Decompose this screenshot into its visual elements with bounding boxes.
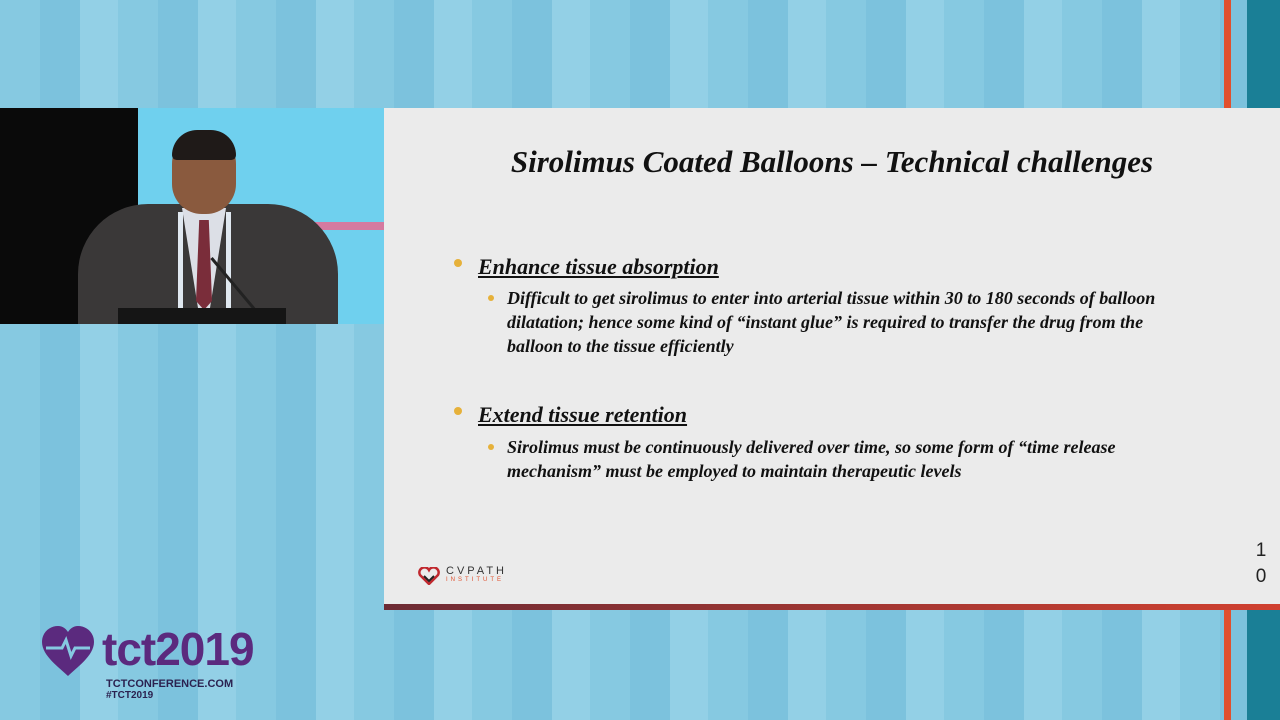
sub-bullet-line: Difficult to get sirolimus to enter into arterial tissue within 30 to 180 seconds of balloon: [507, 288, 1156, 308]
bullet-dot-icon: [454, 259, 462, 267]
bullet-dot-icon: [454, 407, 462, 415]
presentation-slide: [384, 108, 1280, 610]
event-hashtag: #TCT2019: [106, 690, 154, 701]
logo-sub: INSTITUTE: [446, 577, 504, 583]
bullet-heading: Extend tissue retention: [478, 402, 688, 427]
slide-title: Sirolimus Coated Balloons – Technical challenges: [510, 144, 1154, 179]
page-number: 1 0: [1255, 540, 1267, 587]
sub-bullet-line: mechanism” must be employed to maintain therapeutic levels: [507, 461, 962, 481]
event-url: TCTCONFERENCE.COM: [106, 678, 234, 690]
sub-bullet-retention: [507, 435, 1237, 483]
bullet-heading: Enhance tissue absorption: [478, 254, 719, 279]
laptop-podium: [118, 308, 286, 324]
speaker-video: [0, 108, 384, 324]
logo-name: CVPATH: [446, 565, 507, 577]
sub-bullet-line: Sirolimus must be continuously delivered over time, so some form of “time release: [507, 437, 1116, 457]
heart-logo-icon: [40, 626, 96, 678]
sub-bullet-dot-icon: [488, 444, 494, 450]
sub-bullet-dot-icon: [488, 295, 494, 301]
event-name: tct2019: [102, 623, 254, 675]
slide-footer-bar: [384, 604, 1280, 610]
sub-bullet-line: dilatation; hence some kind of “instant glue” is required to transfer the drug from the: [507, 312, 1144, 332]
heart-logo-icon: [418, 567, 440, 585]
sub-bullet-line: balloon to the tissue efficiently: [507, 336, 734, 356]
sub-bullet-absorption: [507, 286, 1237, 358]
